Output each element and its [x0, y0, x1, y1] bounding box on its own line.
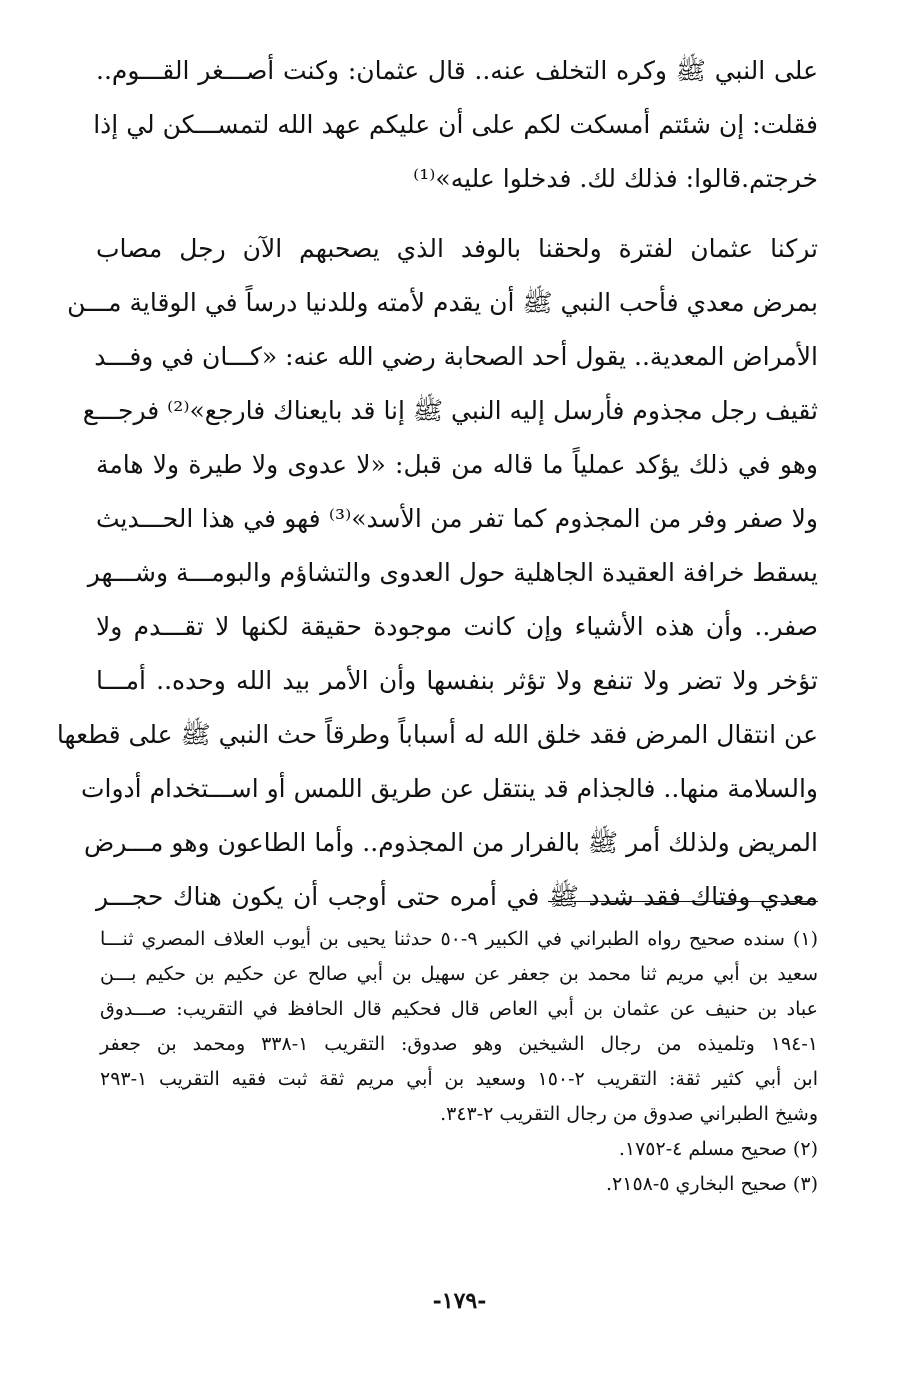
- footnote-1-line: ١-١٩٤ وتلميذه من رجال الشيخين وهو صدوق: التقريب ١-٣٣٨ ومحمد بن جعفر: [100, 1033, 819, 1055]
- footnote-3: (٣) صحيح البخاري ٥-٢١٥٨.: [606, 1173, 818, 1195]
- paragraph-2: [56, 222, 818, 924]
- footnote-1-line: سعيد بن أبي مريم ثنا محمد بن جعفر عن سهيل بن أبي صالح عن حكيم بن حكيم بـــن: [100, 963, 818, 985]
- text-line: والسلامة منها.. فالجذام قد ينتقل عن طريق اللمس أو اســـتخدام أدوات: [80, 774, 818, 803]
- footnote-1-line: عباد بن حنيف عن عثمان بن أبي العاص قال فحكيم قال الحافظ في التقريب: صـــدوق: [100, 998, 818, 1020]
- paragraph-1: [93, 44, 818, 206]
- text-line: تؤخر ولا تضر ولا تنفع ولا تؤثر بنفسها وأن الأمر بيد الله وحده.. أمـــا: [96, 666, 818, 695]
- footnote-divider: [548, 901, 818, 902]
- footnote-2: (٢) صحيح مسلم ٤-١٧٥٢.: [618, 1138, 818, 1160]
- page-number: -١٧٩-: [432, 1288, 487, 1314]
- text-line: معدي وفتاك فقد شدد ﷺ في أمره حتى أوجب أن يكون هناك حجـــر: [96, 882, 818, 911]
- text-line: يسقط خرافة العقيدة الجاهلية حول العدوى والتشاؤم والبومـــة وشـــهر: [87, 558, 818, 587]
- text-line: خرجتم.قالوا: فذلك لك. فدخلوا عليه»⁽¹⁾: [413, 164, 818, 193]
- text-line: الأمراض المعدية.. يقول أحد الصحابة رضي الله عنه: «كـــان في وفـــد: [94, 342, 818, 371]
- text-line: فقلت: إن شئتم أمسكت لكم على أن عليكم عهد الله لتمســـكن لي إذا: [93, 110, 818, 139]
- text-line: بمرض معدي فأحب النبي ﷺ أن يقدم لأمته وللدنيا درساً في الوقاية مـــن: [67, 288, 818, 317]
- text-line: عن انتقال المرض فقد خلق الله له أسباباً وطرقاً حث النبي ﷺ على قطعها: [56, 720, 818, 749]
- footnote-1-line: (١) سنده صحيح رواه الطبراني في الكبير ٩-٥٠ حدثنا يحيى بن أيوب العلاف المصري ثنـــا: [100, 928, 818, 950]
- footnote-1-line: وشيخ الطبراني صدوق من رجال التقريب ٢-٣٤٣.: [440, 1103, 818, 1125]
- text-line: تركنا عثمان لفترة ولحقنا بالوفد الذي يصحبهم الآن رجل مصاب: [96, 234, 818, 263]
- footnotes: [100, 922, 818, 1202]
- text-line: ولا صفر وفر من المجذوم كما تفر من الأسد»⁽³⁾ فهو في هذا الحـــديث: [96, 504, 818, 533]
- text-line: المريض ولذلك أمر ﷺ بالفرار من المجذوم.. وأما الطاعون وهو مـــرض: [84, 828, 818, 857]
- footnote-1-line: ابن أبي كثير ثقة: التقريب ٢-١٥٠ وسعيد بن أبي مريم ثقة ثبت فقيه التقريب ١-٢٩٣: [100, 1068, 818, 1090]
- text-line: ثقيف رجل مجذوم فأرسل إليه النبي ﷺ إنا قد بايعناك فارجع»⁽²⁾ فرجـــع: [82, 396, 818, 425]
- text-line: على النبي ﷺ وكره التخلف عنه.. قال عثمان: وكنت أصـــغر القـــوم..: [96, 56, 818, 85]
- text-line: صفر.. وأن هذه الأشياء وإن كانت موجودة حقيقة لكنها لا تقـــدم ولا: [96, 612, 818, 641]
- text-line: وهو في ذلك يؤكد عملياً ما قاله من قبل: «لا عدوى ولا طيرة ولا هامة: [96, 450, 818, 479]
